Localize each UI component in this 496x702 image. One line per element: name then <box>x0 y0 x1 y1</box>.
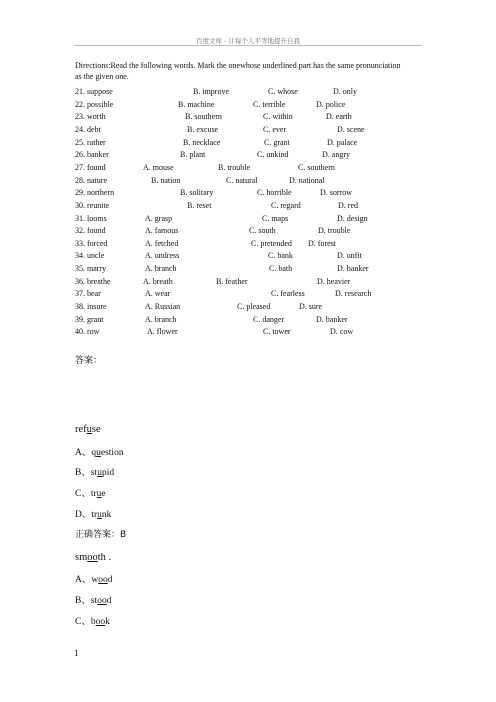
item1-option-d: D、trunk <box>75 510 112 520</box>
question-word: 38. insure <box>75 302 107 312</box>
option-d: D. police <box>316 99 346 109</box>
item2-option-c: C、book <box>75 617 110 627</box>
directions-text: Directions:Read the following words. Mark the onewhose underlined part has the same pronunciation as the given one. <box>75 61 401 81</box>
option-a: A. branch <box>145 314 177 324</box>
option-c: C. horrible <box>257 188 292 198</box>
option-c: C. tower <box>263 327 291 337</box>
item2-option-a: A、wood <box>75 575 113 585</box>
question-word: 39. grant <box>75 314 104 324</box>
option-d: D. earth <box>326 112 352 122</box>
option-a: A. grasp <box>145 213 173 223</box>
option-b: B. necklace <box>183 137 221 147</box>
item1-option-c: C、true <box>75 489 106 499</box>
option-c: C. pretended <box>251 238 292 248</box>
option-c: C. ever <box>263 124 287 134</box>
option-a: A. Russian <box>145 302 181 312</box>
option-b: B. southern <box>185 112 222 122</box>
option-a: A. wear <box>145 289 171 299</box>
option-b: B. feather <box>216 276 248 286</box>
item1-option-b: B、stupid <box>75 468 115 478</box>
option-b: B. plant <box>180 150 206 160</box>
item2-word: smooth . <box>75 552 112 563</box>
question-word: 23. worth <box>75 112 106 122</box>
answer-label: 答案： <box>75 356 103 366</box>
option-c: C. danger <box>253 314 285 324</box>
option-d: D. red <box>338 200 358 210</box>
option-d: D. sorrow <box>320 188 352 198</box>
option-c: C. fearless <box>271 289 305 299</box>
option-c: C. natural <box>226 175 258 185</box>
option-c: C. grant <box>264 137 290 147</box>
option-d: D. research <box>335 289 372 299</box>
option-d: D. forest <box>308 238 336 248</box>
option-c: C. south <box>249 226 276 236</box>
question-word: 28. nature <box>75 175 107 185</box>
option-c: C. within <box>263 112 293 122</box>
option-d: D. heavier <box>317 276 351 286</box>
option-a: A. fetched <box>145 238 179 248</box>
option-b: B. solitary <box>180 188 214 198</box>
option-a: A. undress <box>145 251 180 261</box>
question-word: 33. forced <box>75 238 108 248</box>
question-word: 37. bear <box>75 289 101 299</box>
question-word: 26. banker <box>75 150 109 160</box>
option-c: C. terrible <box>253 99 286 109</box>
option-c: C. pleased <box>237 302 271 312</box>
question-word: 36. breathe <box>75 276 111 286</box>
option-d: D. cow <box>330 327 354 337</box>
question-word: 30. reunite <box>75 200 110 210</box>
option-b: B. excuse <box>187 124 219 134</box>
option-d: D. sure <box>299 302 323 312</box>
question-word: 35. marry <box>75 264 107 274</box>
option-d: D. scene <box>337 124 365 134</box>
item2-option-b: B、stood <box>75 596 112 606</box>
option-d: D. design <box>337 213 368 223</box>
option-c: C. bank <box>268 251 293 261</box>
option-d: D. only <box>333 87 357 96</box>
question-word: 21. suppose <box>75 87 113 96</box>
option-a: A. branch <box>145 264 177 274</box>
question-word: 25. rather <box>75 137 106 147</box>
option-b: B. machine <box>178 99 215 109</box>
question-word: 27. found <box>75 162 106 172</box>
page-header: 百度文库 - 让每个人平等地提升自我 <box>196 37 300 45</box>
option-b: B. trouble <box>218 162 250 172</box>
option-c: C. whose <box>268 87 298 96</box>
option-d: D. banker <box>316 314 348 324</box>
page-number: 1 <box>74 648 79 658</box>
option-c: C. regard <box>271 200 301 210</box>
header-divider <box>74 45 422 46</box>
option-d: D. palace <box>327 137 358 147</box>
option-a: A. mouse <box>143 162 174 172</box>
item1-word: refuse <box>75 424 101 435</box>
option-a: A. famous <box>145 226 179 236</box>
question-word: 32. found <box>75 226 106 236</box>
option-a: A. flower <box>147 327 178 337</box>
underline: u <box>86 424 92 435</box>
question-word: 29. northern <box>75 188 115 198</box>
option-d: D. unfit <box>337 251 362 261</box>
question-word: 22. possible <box>75 99 114 109</box>
option-d: D. banker <box>337 264 369 274</box>
item1-correct-answer: 正确答案：B <box>75 530 127 540</box>
question-word: 40. row <box>75 327 100 337</box>
question-word: 24. debt <box>75 124 101 134</box>
option-c: C. maps <box>262 213 289 223</box>
option-c: C. southern <box>298 162 335 172</box>
option-c: C. unkind <box>257 150 289 160</box>
question-word: 31. looms <box>75 213 107 223</box>
option-d: D. angry <box>322 150 350 160</box>
option-d: D. national <box>289 175 325 185</box>
option-b: B. improve <box>193 87 229 96</box>
option-a: A. breath <box>143 276 173 286</box>
question-word: 34. uncle <box>75 251 105 261</box>
option-d: D. trouble <box>318 226 351 236</box>
option-b: B. nation <box>151 175 181 185</box>
item1-option-a: A、question <box>75 448 124 458</box>
option-b: B. reset <box>187 200 212 210</box>
option-c: C. bath <box>269 264 293 274</box>
